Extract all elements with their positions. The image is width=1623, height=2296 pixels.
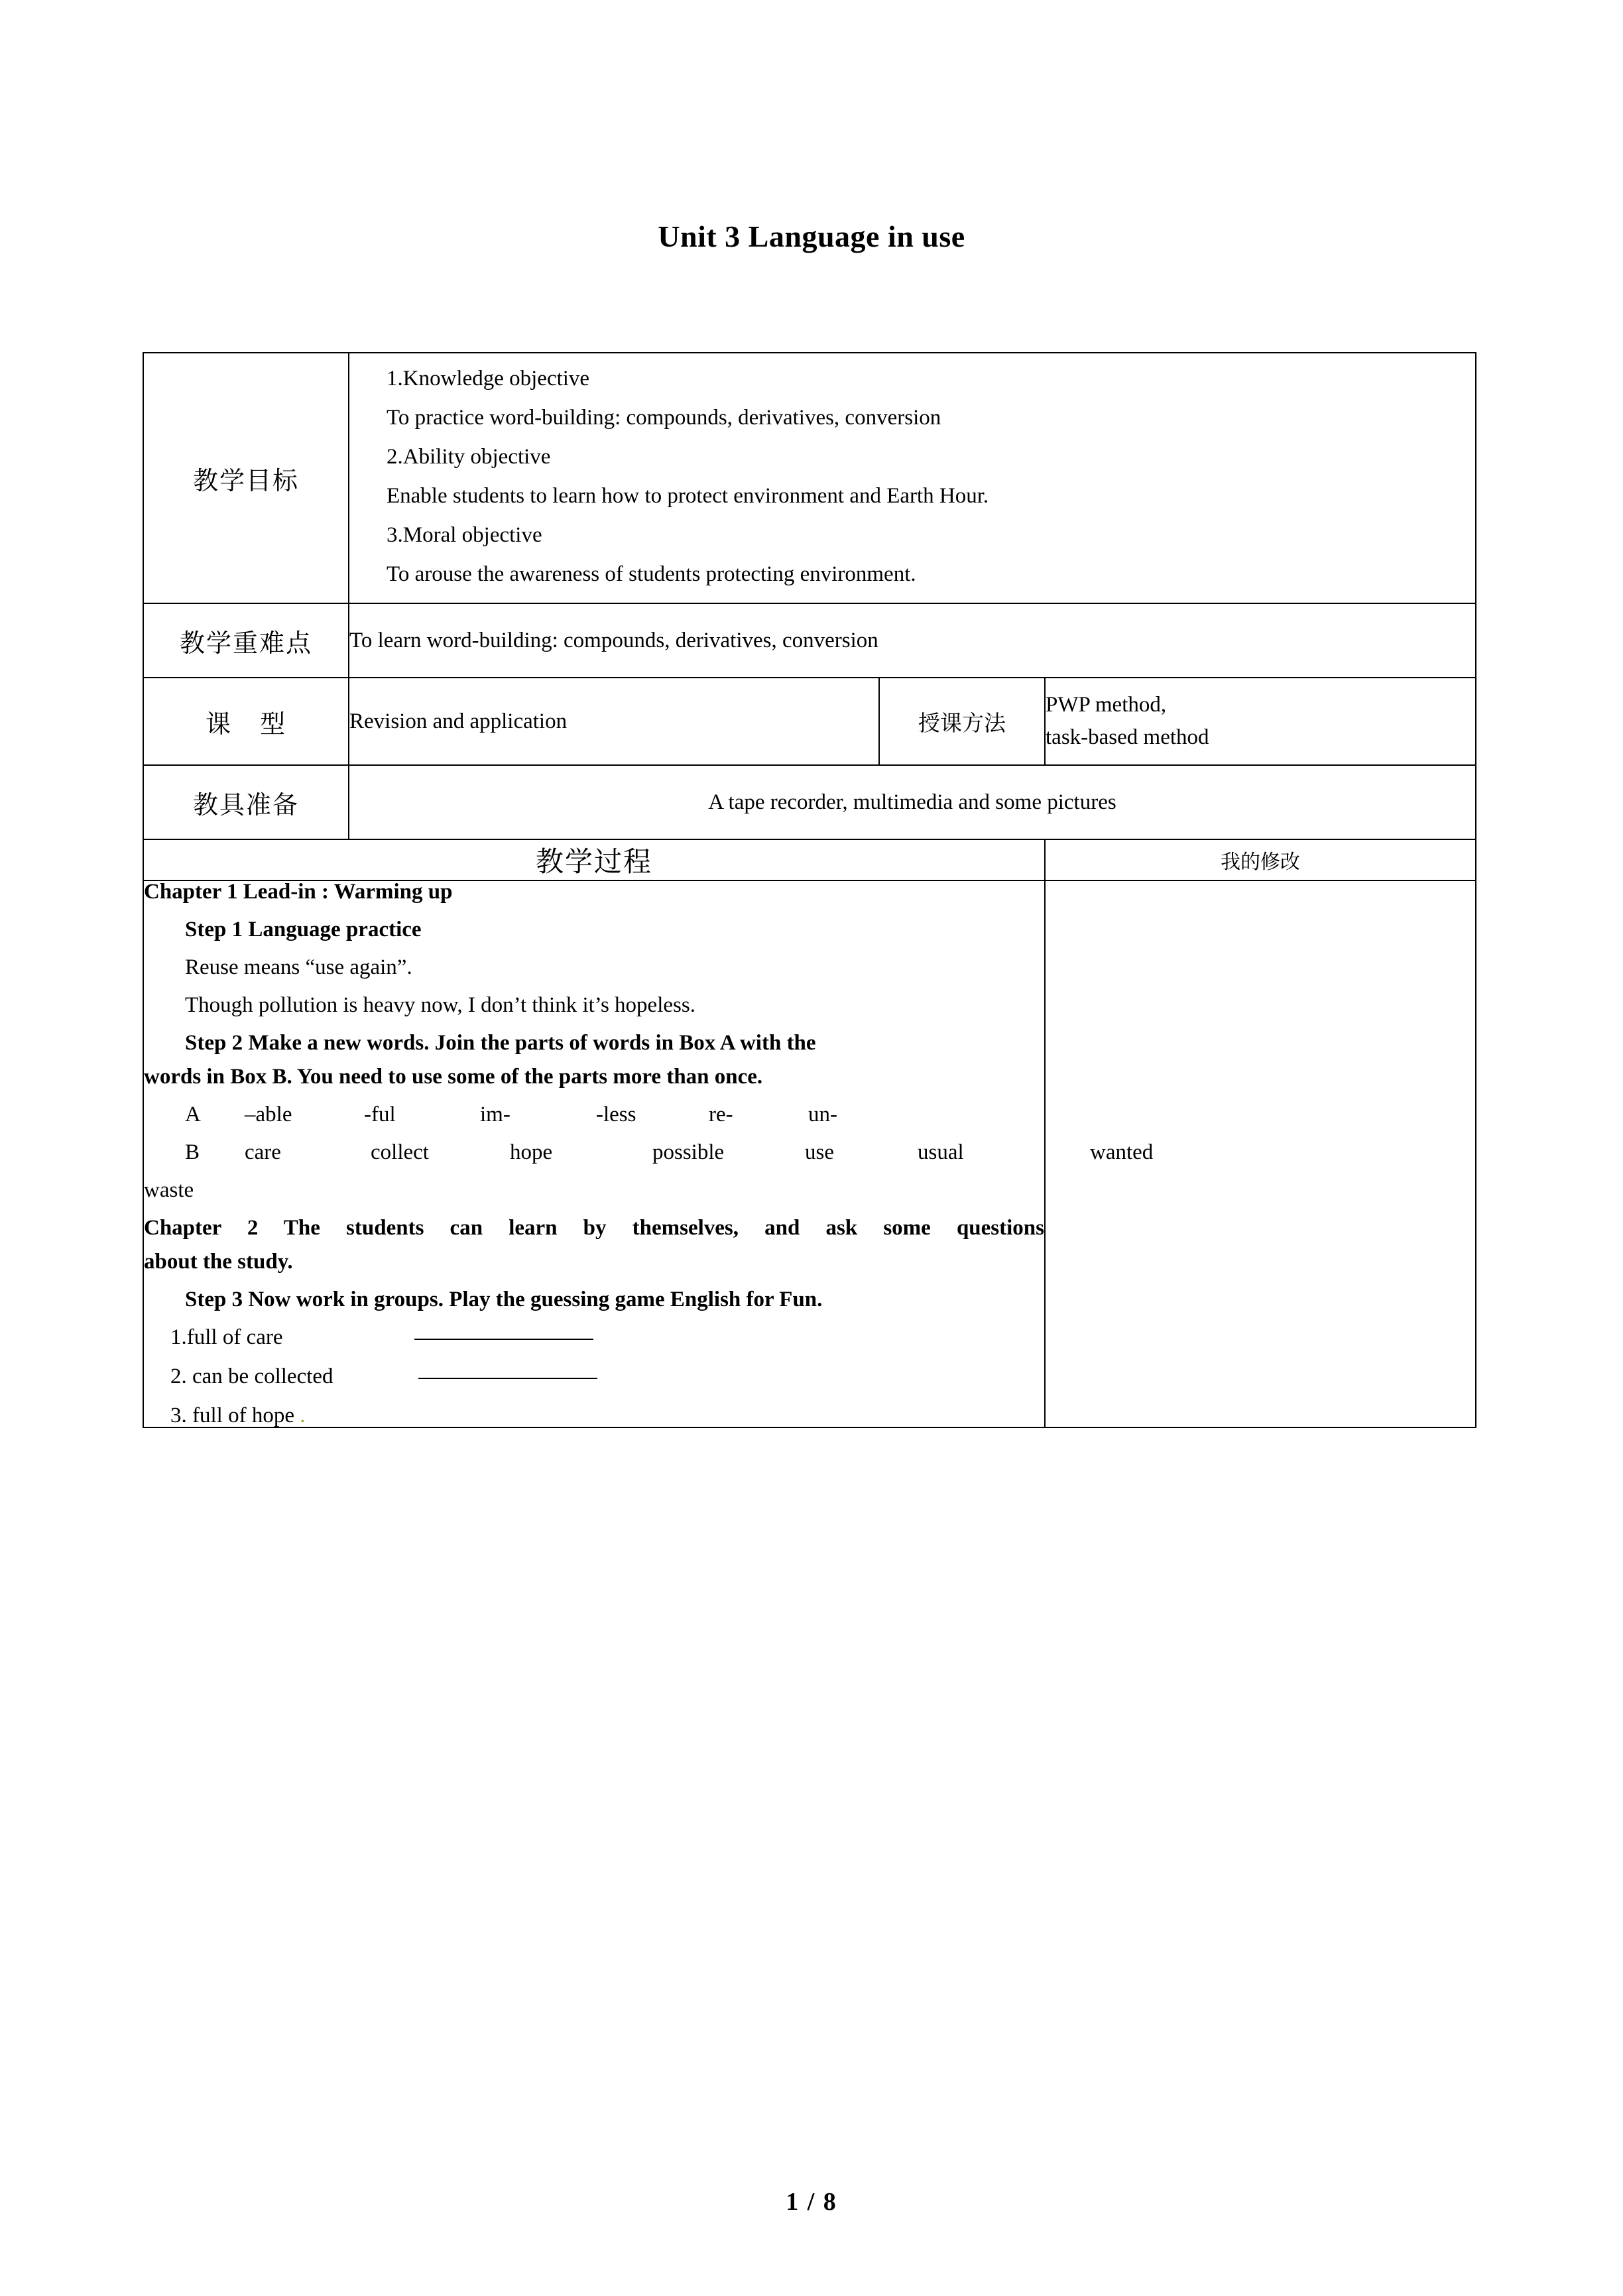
table-row-process-header [143, 839, 1476, 880]
lesson-type-value: Revision and application [349, 678, 879, 765]
answer-blank[interactable] [414, 1339, 593, 1340]
box-a-item: –able [245, 1103, 292, 1126]
table-row-body [143, 880, 1476, 1427]
answer-blank[interactable] [418, 1378, 597, 1379]
objective-line: To arouse the awareness of students protecting environment. [387, 562, 916, 586]
method-value-line2: task-based method [1046, 725, 1209, 749]
step1-line1: Reuse means “use again”. [185, 955, 412, 979]
objectives-list [349, 353, 1475, 603]
step2-heading-line1: Step 2 Make a new words. Join the parts of words in Box A with the [185, 1031, 816, 1055]
objective-line: 3.Moral objective [387, 523, 542, 547]
objective-line: Enable students to learn how to protect environment and Earth Hour. [387, 484, 989, 508]
answer-text: 3. full of hope [170, 1404, 294, 1427]
step2-heading-line2: words in Box B. You need to use some of the parts more than once. [144, 1065, 763, 1089]
objective-line: 2.Ability objective [387, 445, 551, 469]
mymod-label: 我的修改 [1045, 839, 1476, 880]
box-b-item: collect [371, 1140, 429, 1164]
box-b-item: hope [510, 1140, 553, 1164]
answer-text: 1.full of care [170, 1325, 283, 1349]
table-row-keypoints [143, 603, 1476, 678]
chapter1-heading: Chapter 1 Lead-in : Warming up [144, 880, 453, 904]
preparation-value: A tape recorder, multimedia and some pictures [349, 765, 1476, 839]
answer-item [144, 1327, 1044, 1349]
step1-heading: Step 1 Language practice [185, 918, 422, 941]
answer-item [144, 1366, 1044, 1388]
green-dot-marker: . [300, 1404, 306, 1427]
lesson-plan-table [143, 352, 1476, 1428]
chapter2-line1: Chapter 2 The students can learn by themselves, and ask some questions [144, 1216, 1044, 1240]
lesson-body [143, 880, 1154, 1427]
answer-item [144, 1405, 1044, 1427]
box-b-item: wanted [1090, 1140, 1154, 1164]
step1-line2: Though pollution is heavy now, I don’t think it’s hopeless. [185, 993, 695, 1017]
keypoint-value: To learn word-building: compounds, derivatives, conversion [349, 603, 1476, 678]
table-row-objectives [143, 353, 1476, 603]
box-b-item: care [245, 1140, 281, 1164]
box-a-item: re- [709, 1103, 733, 1126]
keypoint-label: 教学重难点 [143, 603, 349, 678]
box-a-item: un- [808, 1103, 837, 1126]
box-a-row [144, 1104, 941, 1126]
step3-heading: Step 3 Now work in groups. Play the guessing game English for Fun. [185, 1288, 823, 1311]
answer-text: 2. can be collected [170, 1364, 333, 1388]
box-b-overflow: waste [144, 1178, 194, 1202]
box-a-item: im- [480, 1103, 511, 1126]
box-b-label: B [185, 1140, 200, 1164]
objective-line: To practice word-building: compounds, derivatives, conversion [387, 406, 941, 430]
method-value-line1: PWP method, [1046, 692, 1167, 717]
objectives-label: 教学目标 [143, 353, 349, 603]
table-row-lesson-type [143, 678, 1476, 765]
box-a-label: A [185, 1103, 201, 1126]
objectives-cell [349, 353, 1476, 603]
box-b-item: usual [918, 1140, 964, 1164]
box-b-row [144, 1142, 1232, 1164]
chapter2-line2: about the study. [144, 1250, 293, 1274]
table-row-preparation [143, 765, 1476, 839]
preparation-label: 教具准备 [143, 765, 349, 839]
method-value [1045, 678, 1476, 765]
page-number: 1 / 8 [786, 2188, 837, 2216]
objective-line: 1.Knowledge objective [387, 367, 590, 391]
process-label: 教学过程 [143, 839, 1045, 880]
box-b-item: possible [652, 1140, 725, 1164]
lesson-type-label: 课 型 [143, 678, 349, 765]
box-a-item: -less [596, 1103, 636, 1126]
box-a-item: -ful [364, 1103, 396, 1126]
method-label: 授课方法 [879, 678, 1045, 765]
box-b-item: use [805, 1140, 834, 1164]
page-title: Unit 3 Language in use [658, 219, 965, 253]
